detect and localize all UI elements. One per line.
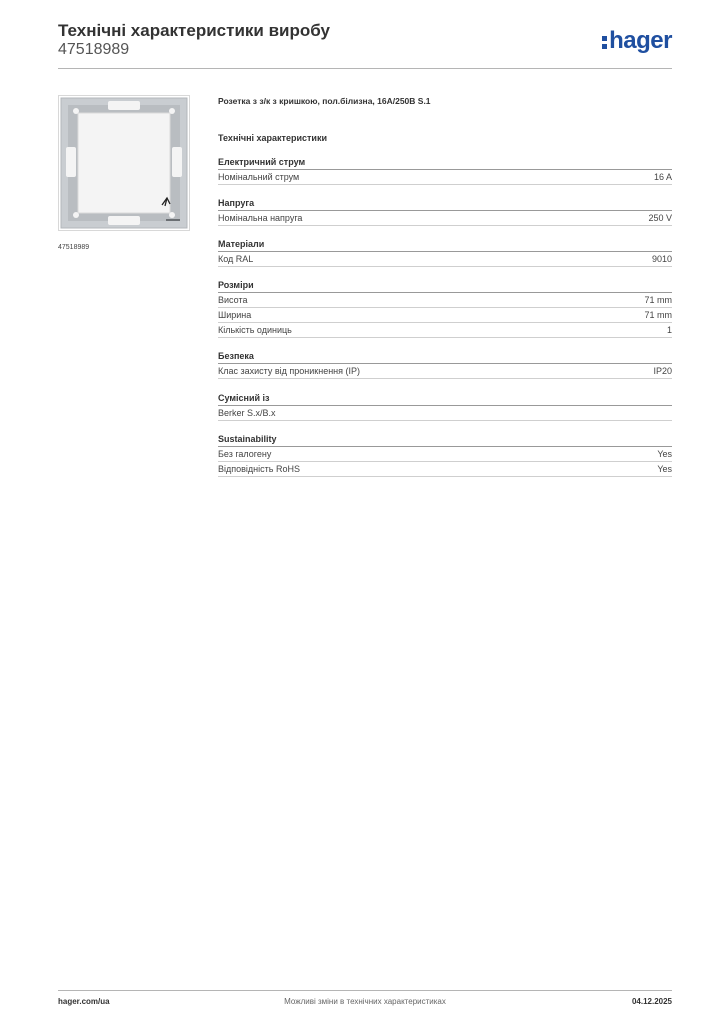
spec-row [218,252,672,267]
footer-divider [58,990,672,991]
header-divider [58,68,672,69]
spec-value: 71 mm [644,294,672,305]
page-footer [58,997,672,1009]
spec-row [218,308,672,323]
spec-label: Відповідність RoHS [218,463,300,474]
spec-label: Berker S.x/B.x [218,407,276,418]
hager-logo [602,27,672,55]
spec-row [218,447,672,462]
spec-label: Ширина [218,309,252,320]
spec-group-sustainability [218,434,672,477]
spec-label: Номінальна напруга [218,212,303,223]
socket-outlet-with-cover-image [58,95,190,231]
spec-label: Висота [218,294,248,305]
image-caption: 47518989 [58,244,90,251]
spec-group-title: Матеріали [218,239,672,252]
spec-group-title: Розміри [218,280,672,293]
logo-dots-icon [602,32,607,50]
spec-row [218,462,672,477]
spec-label: Кількість одиниць [218,324,292,335]
footer-notice: Можливі зміни в технічних характеристиках [284,997,446,1006]
spec-group-title: Напруга [218,198,672,211]
spec-group-compatible-with [218,393,672,421]
spec-group-title: Електричний струм [218,157,672,170]
spec-group-safety [218,351,672,379]
footer-date: 04.12.2025 [631,997,672,1006]
spec-group-materials [218,239,672,267]
spec-row [218,211,672,226]
spec-group-dimensions [218,280,672,338]
spec-value: 9010 [651,253,672,264]
product-illustration [58,95,190,231]
spec-value: Yes [657,463,672,474]
spec-value: 71 mm [644,309,672,320]
spec-row [218,364,672,379]
product-name: Розетка з з/к з кришкою, пол.білизна, 16А/250В S.1 [218,96,431,106]
spec-group-title: Безпека [218,351,672,364]
footer-website-link[interactable]: hager.com/ua [58,997,110,1006]
spec-value: Yes [657,448,672,459]
spec-group-title: Сумісний із [218,393,672,406]
spec-group-electric-current [218,157,672,185]
spec-group-voltage [218,198,672,226]
spec-row [218,323,672,338]
spec-row [218,170,672,185]
spec-row [218,293,672,308]
logo-text: hager [609,27,672,54]
spec-label: Без галогену [218,448,272,459]
spec-label: Код RAL [218,253,254,264]
spec-group-title: Sustainability [218,434,672,447]
spec-label: Номінальний струм [218,171,300,182]
spec-label: Клас захисту від проникнення (IP) [218,365,361,376]
page-header [58,21,672,69]
spec-value: 250 V [648,212,672,223]
document-title: Технічні характеристики виробу [58,21,330,40]
spec-value: IP20 [653,365,672,376]
product-number: 47518989 [58,41,130,58]
spec-value: 1 [666,324,672,335]
spec-row [218,406,672,421]
specs-heading: Технічні характеристики [218,133,327,143]
specifications-panel [218,96,672,490]
spec-value: 16 A [653,171,672,182]
